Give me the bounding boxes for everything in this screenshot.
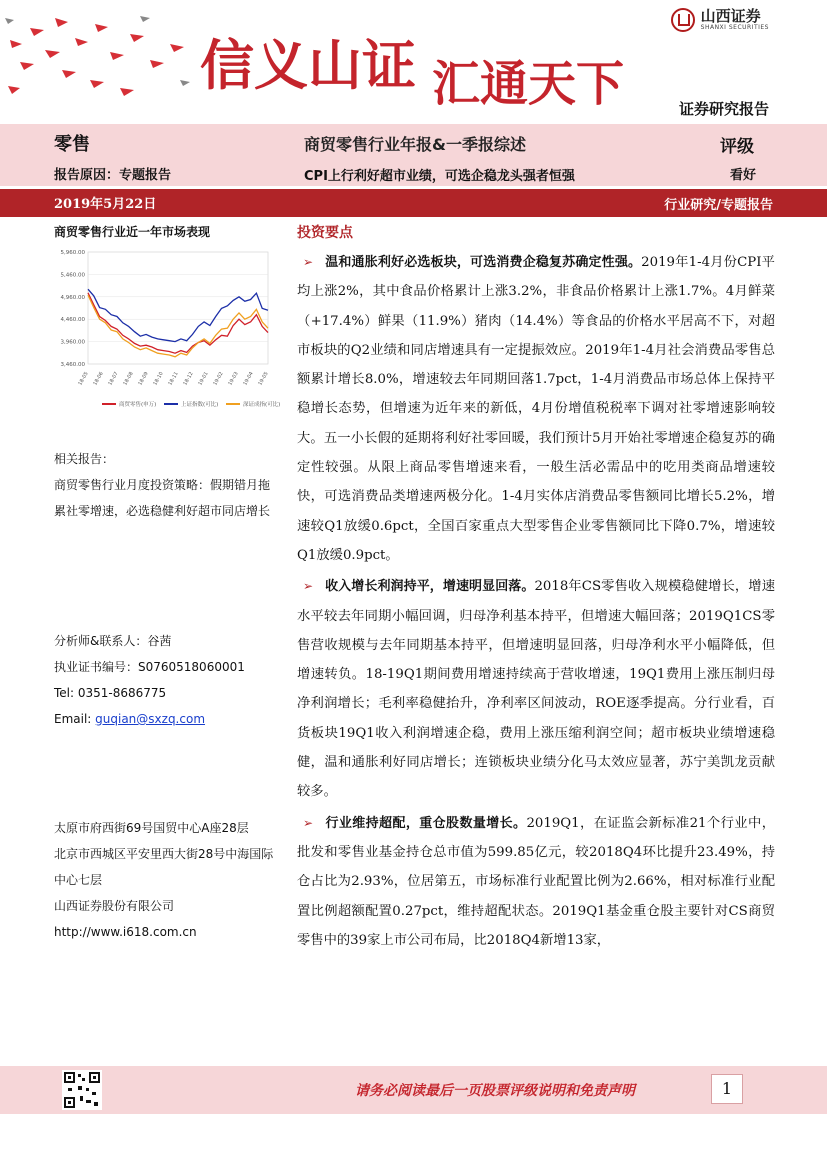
x-tick-label: 18-12: [182, 371, 195, 387]
brand-name: 山西证券: [700, 7, 761, 25]
analyst-name: 分析师&联系人：谷茜: [54, 634, 172, 648]
industry-label: 零售: [54, 134, 90, 155]
license-number: 执业证书编号：S0760518060001: [54, 660, 245, 674]
report-title: 商贸零售行业年报&一季报综述: [304, 135, 526, 154]
telephone: Tel: 0351-8686775: [54, 686, 167, 700]
email-line: [54, 706, 279, 732]
x-tick-label: 18-05: [77, 371, 90, 387]
rating-value: 看好: [730, 168, 757, 183]
x-tick-label: 18-06: [92, 371, 105, 387]
y-tick-label: 5,460.00: [60, 272, 85, 279]
address-taiyuan: 太原市府西街69号国贸中心A座28层: [54, 821, 249, 835]
info-band: [0, 124, 827, 186]
arrow-bullet-icon: ➢: [303, 579, 314, 594]
market-performance-chart: [40, 244, 280, 419]
series-line-3: [88, 295, 268, 357]
company-website[interactable]: http://www.i618.com.cn: [54, 925, 197, 939]
page-number: 1: [711, 1074, 743, 1104]
disclaimer-notice: 请务必阅读最后一页股票评级说明和免责声明: [355, 1083, 635, 1099]
header-banner: [0, 0, 827, 122]
chart-title: 商贸零售行业近一年市场表现: [54, 225, 211, 239]
arrow-bullet-icon: ➢: [303, 815, 314, 830]
x-tick-label: 19-01: [197, 371, 210, 387]
x-tick-label: 18-10: [152, 371, 165, 387]
report-category: 行业研究/专题报告: [664, 198, 773, 213]
analyst-contact: [54, 628, 279, 732]
related-reports: [54, 446, 279, 524]
main-content: [297, 222, 775, 957]
point-1: ➢ 温和通胀利好必选板块，可选消费企稳复苏确定性强。2019年1-4月份CPI平均上涨2%，其中食品价格累计上涨3.2%，非食品价格累计上涨1.7%。4月鲜菜（+17.4%）鲜果（11.9%）猪肉（14.4%）等食品的价格水平居高不下，对超市板块的Q2业绩和同店增速具有一定提振效应。2019年1-4月社会消费品零售总额累计增长8.0%，增速较去年同期回落1.7pct，1-4月消费品市场总体上保持平稳增长态势，但增速为近年来的新低，4月份增值税税率下调对社零增速影响较大。五一小长假的延期将利好社零回暖，我们预计5月开始社零增速企稳复苏的确定性较强。从限上商品零售增速来看，一般生活必需品中的吃用类商品增速较快，可选消费品类增速两极分化。1-4月实体店消费品零售额同比增长5.2%，增速较Q1放缓0.6pct，全国百家重点大型零售企业零售额同比下降0.7%，增速较Q1放缓0.9pct。: [297, 255, 775, 563]
related-label: 相关报告：: [54, 452, 115, 466]
x-tick-label: 19-04: [242, 371, 255, 387]
report-reason: 报告原因：专题报告: [54, 168, 172, 183]
legend-label: 商贸零售(申万): [119, 402, 157, 408]
series-line-1: [88, 293, 268, 353]
plot-area: [88, 252, 268, 364]
y-tick-label: 3,460.00: [60, 362, 85, 368]
y-tick-label: 4,960.00: [60, 294, 85, 301]
legend-label: 深证成指(可比): [243, 402, 280, 408]
address-beijing: 北京市西城区平安里西大街28号中海国际中心七层: [54, 847, 274, 887]
brand-english: SHANXI SECURITIES: [700, 24, 769, 31]
y-tick-label: 5,960.00: [60, 250, 85, 256]
x-tick-label: 19-02: [212, 371, 225, 387]
legend-label: 上证指数(可比): [181, 402, 219, 408]
rating-label: 评级: [720, 137, 754, 157]
slogan-left: 信义山证: [200, 33, 416, 97]
report-type: 证券研究报告: [678, 100, 769, 118]
email-link[interactable]: guqian@sxzq.com: [95, 712, 206, 726]
report-subtitle: CPI上行利好超市业绩，可选企稳龙头强者恒强: [304, 169, 575, 184]
x-tick-label: 18-08: [122, 371, 135, 387]
qr-code-icon: [62, 1070, 102, 1110]
brand-mark-icon: [671, 8, 695, 32]
x-tick-label: 18-09: [137, 371, 150, 387]
slogan-right: 汇通天下: [432, 56, 625, 112]
point-3: ➢ 行业维持超配，重仓股数量增长。2019Q1，在证监会新标准21个行业中，批发和零售业基金持仓总市值为599.85亿元，较2018Q4环比提升23.49%，持仓占比为2.93%，位居第五，市场标准行业配置比例为2.66%，相对标准行业配置比例超额配置0.27pct，维持超配状态。2019Q1基金重仓股主要针对CS商贸零售中的39家上市公司布局，比2018Q4新增13家，: [297, 815, 775, 948]
footer-band: [0, 1066, 827, 1114]
company-address: [54, 815, 279, 945]
date-band: [0, 189, 827, 217]
x-tick-label: 18-11: [167, 371, 180, 387]
brand-logo: [671, 8, 769, 32]
arrow-bullet-icon: ➢: [303, 255, 314, 269]
company-name: 山西证券股份有限公司: [54, 899, 175, 913]
x-tick-label: 19-05: [257, 371, 270, 387]
related-report-title[interactable]: 商贸零售行业月度投资策略：假期错月拖累社零增速，必选稳健利好超市同店增长: [54, 478, 271, 518]
section-heading: 投资要点: [297, 225, 353, 241]
y-tick-label: 3,960.00: [60, 339, 85, 346]
email-label: Email:: [54, 712, 96, 726]
report-date: 2019年5月22日: [54, 197, 157, 212]
y-tick-label: 4,460.00: [60, 317, 85, 324]
x-tick-label: 18-07: [107, 371, 120, 387]
point-2: ➢ 收入增长利润持平，增速明显回落。2018年CS零售收入规模稳健增长，增速水平较去年同期小幅回调，归母净利基本持平，但增速大幅回落；2019Q1CS零售营收规模与去年同期基本持平，但增速明显回落，归母净利水平小幅降低，但增速转负。18-19Q1期间费用增速持续高于营收增速，19Q1费用上涨压制归母净利润增长；毛利率稳健抬升，净利率区间波动，ROE逐季提高。分行业看，百货板块19Q1收入利润增速企稳，费用上涨压缩利润空间；超市板块业绩增速稳健，温和通胀利好同店增长；连锁板块业绩分化马太效应显著，苏宁美凯龙贡献较多。: [297, 579, 775, 800]
x-tick-label: 19-03: [227, 371, 240, 387]
